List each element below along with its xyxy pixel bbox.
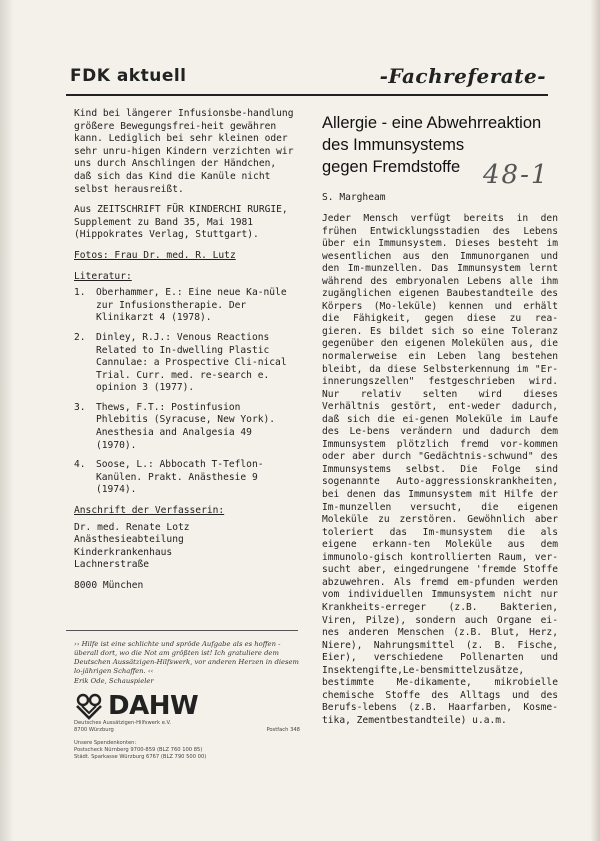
ad-footer-line: Unsere Spendenkonten: [74, 740, 137, 746]
ad-footer-line: Postscheck Nürnberg 9700-859 (BLZ 760 100 85) [74, 747, 203, 753]
ad-footer-line: Städt. Sparkasse Würzburg 6767 (BLZ 790 500 00) [74, 754, 207, 760]
literature-item: 2. Dinley, R.J.: Venous Reactions Related to In-dwelling Plastic Cannulae: a Prospective Cli-nical Trial. Curr. med. re-search e. opinion 3 (1977). [74, 331, 287, 394]
ad-separator [66, 630, 298, 631]
header-left-label: FDK aktuell [70, 66, 187, 86]
page-fold-shadow [0, 0, 14, 841]
right-column [322, 112, 564, 727]
ad-postbox: Postfach 348 [266, 727, 300, 733]
literature-item: 4. Soose, L.: Abbocath T-Teflon-Kanülen. Prakt. Anästhesie 9 (1974). [74, 459, 264, 496]
literature-item: 3. Thews, F.T.: Postinfusion Phlebitis (Syracuse, New York). Anesthesia and Analgesia 49 (1970). [74, 401, 276, 451]
literature-heading: Literatur: [74, 270, 132, 282]
literature-item: 1. Oberhammer, E.: Eine neue Ka-nüle zur Infusionstherapie. Der Klinikarzt 4 (1978). [74, 287, 287, 324]
ad-quote-author: Erik Ode, Schauspieler [74, 677, 154, 685]
header-right-label: -Fachreferate- [379, 64, 546, 88]
page-edge-shadow [590, 0, 600, 841]
photo-credit: Fotos: Frau Dr. med. R. Lutz [74, 249, 236, 261]
article-author: S. Margheam [322, 192, 386, 203]
dahw-logo [74, 692, 300, 720]
ad-quote: ›› Hilfe ist eine schlichte und spröde Aufgabe als es hoffen - überall dort, wo die Not am größten ist! Ich gratuliere dem Deutschen Aussätzigen-Hilfswerk, vor anderen Herzen in diesem lo-jährigen Schaffen. ‹‹ [74, 640, 299, 675]
dahw-advertisement [74, 640, 300, 761]
address-line: Anästhesieabteilung [74, 534, 184, 546]
title-line: Allergie - eine Abwehrreaktion [322, 114, 542, 132]
dahw-logo-text: DAHW [108, 691, 199, 721]
ad-org-name: Deutsches Aussätzigen-Hilfswerk e.V. [74, 720, 172, 726]
ad-org-row [74, 720, 300, 727]
left-column [74, 108, 296, 593]
ad-org-subrow [74, 727, 300, 734]
source-paragraph: Aus ZEITSCHRIFT FÜR KINDERCHI RURGIE, Supplement zu Band 35, Mai 1981 (Hippokrates Verlag, Stuttgart). [74, 204, 288, 241]
literature-list [74, 287, 296, 497]
address-line: Lachnerstraße [74, 559, 150, 571]
header-rule [66, 94, 548, 96]
article-body: Jeder Mensch verfügt bereits in den frühen Entwicklungsstadien des Lebens über ein Immunsystem. Dieses besteht im wesentlichen aus den Immunorganen und den Im-munzellen. Das Immunsystem lernt während des embryonalen Lebens alle ihm zugänglichen eigenen Baubestandteile des Körpers (Mo-leküle) kennen und erhält die Fähigkeit, gegen diese zu rea-gieren. Es bildet sich so eine Toleranz gegenüber den eigenen Molekülen aus, die normalerweise ein Leben lang bestehen bleibt, da diese Selbsterkennung im "Er-innerungszellen" festgeschrieben wird. Nur relativ selten wird dieses Verhältnis gestört, ent-weder dadurch, daß sich die ei-genen Moleküle im Laufe des Le-bens verändern und dadurch dem Immunsystem plötzlich fremd vor-kommen oder aber durch "Gedächtnis-schwund" des Immunsystems selbst. Die Folge sind sogenannte Auto-aggressionskrankheiten, bei denen das Immunsystem mit Hilfe der Im-munzellen versucht, die eigenen Moleküle zu zerstören. Gewöhnlich aber toleriert das Im-munsystem die als eigene erkann-ten Moleküle aus dem immunolo-gisch kontrollierten Raum, ver-sucht aber, eingedrungene 'fremde Stoffe abzuwehren. Als fremd em-pfunden werden vom individuellen Immunsystem nicht nur Krankheits-erreger (z.B. Bakterien, Viren, Pilze), sondern auch Organe ei-nes anderen Menschen (z.B. Blut, Herz, Niere), Nahrungsmittel (z. B. Fische, Eier), verschiedene Pollenarten und Insektengifte,Le-bensmittelzusätze, bestimmte Me-dikamente, mikrobielle chemische Stoffe des Alltags und des Berufs-lebens (z.B. Haarfarben, Kosme-tika, Zementbestandteile) u.a.m. [322, 213, 564, 726]
address-line: Dr. med. Renate Lotz [74, 521, 190, 533]
address-city: 8000 München [74, 580, 144, 591]
intro-paragraph: Kind bei längerer Infusionsbe-handlung größere Bewegungsfrei-heit gewähren kann. Lediglich bei sehr kleinen oder sehr unru-higen Kindern verzichten wir uns durch Anschlingen der Händchen, daß sich das Kind die Kanüle nicht selbst herausreißt. [74, 108, 294, 195]
address-line: Kinderkrankenhaus [74, 546, 173, 558]
title-line: des Immunsystems [322, 136, 465, 154]
title-line: gegen Fremdstoffe [322, 158, 461, 176]
handwritten-note: 48-1 [483, 160, 550, 190]
page-header [66, 62, 546, 98]
ad-org-city: 8700 Würzburg [74, 727, 114, 733]
address-heading: Anschrift der Verfasserin: [74, 505, 225, 517]
dahw-emblem-icon [74, 692, 104, 720]
address-block [74, 522, 296, 593]
